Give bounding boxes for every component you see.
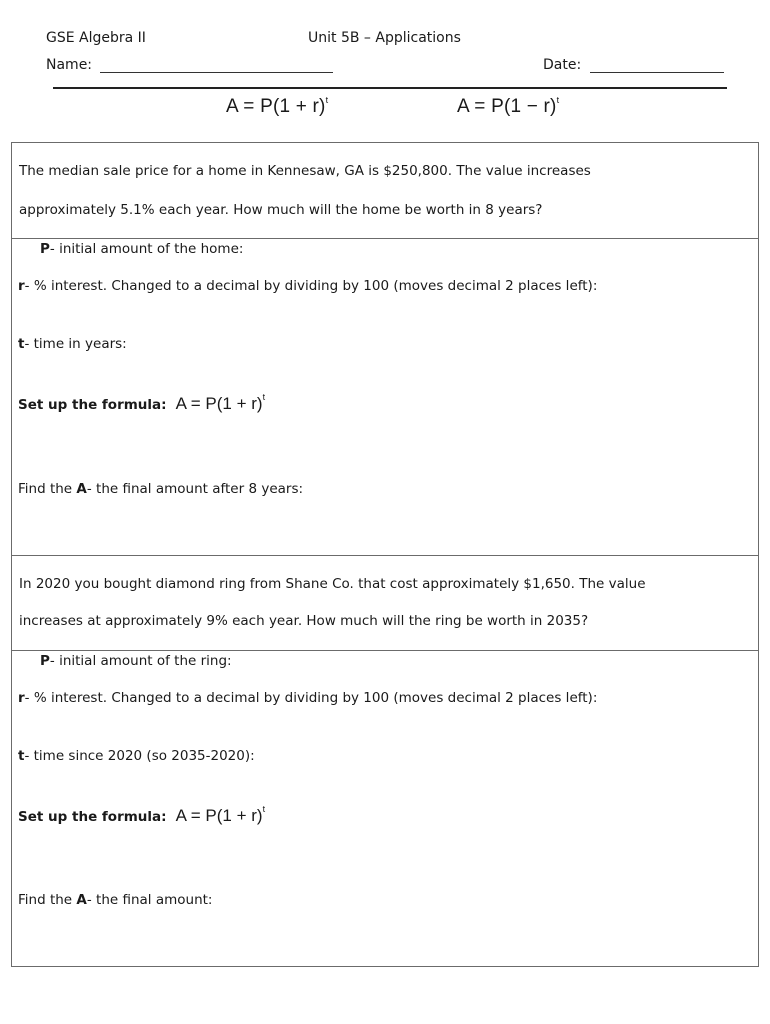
problem1-setup-row (18, 394, 265, 414)
problem1-question-line1: The median sale price for a home in Kennesaw, GA is $250,800. The value increases (19, 163, 591, 179)
problem2-question-line1: In 2020 you bought diamond ring from Shane Co. that cost approximately $1,650. The value (19, 576, 646, 592)
name-blank[interactable] (100, 72, 333, 73)
problem2-t-row: t- time since 2020 (so 2035-2020): (18, 748, 255, 764)
name-label: Name: (46, 57, 93, 73)
decay-formula: $A = P(1 - r)^t$ (457, 94, 560, 117)
problem1-p-row: P- initial amount of the home: (40, 241, 244, 257)
date-label: Date: (543, 57, 582, 73)
problem1-r-row: r- % interest. Changed to a decimal by dividing by 100 (moves decimal 2 places left): (18, 278, 598, 294)
problem2-setup-row (18, 806, 265, 826)
problem1-work-box (11, 238, 759, 556)
problem1-t-row: t- time in years: (18, 336, 127, 352)
problem2-setup-formula: $A = P(1 + r)^t$ (175, 804, 266, 825)
problem1-find-row: Find the A- the final amount after 8 years: (18, 481, 304, 497)
problem2-question-line2: increases at approximately 9% each year. How much will the ring be worth in 2035? (19, 613, 589, 629)
unit-title: Unit 5B – Applications (308, 30, 461, 46)
problem2-r-row: r- % interest. Changed to a decimal by dividing by 100 (moves decimal 2 places left): (18, 690, 598, 706)
problem2-work-box (11, 650, 759, 967)
problem2-setup-label: Set up the formula: (18, 809, 167, 825)
problem2-p-row: P- initial amount of the ring: (40, 653, 232, 669)
course-title: GSE Algebra II (46, 30, 146, 46)
problem2-question-box (11, 555, 759, 651)
problem1-setup-formula: $A = P(1 + r)^t$ (175, 392, 266, 413)
problem1-setup-label: Set up the formula: (18, 397, 167, 413)
problem1-question-line2: approximately 5.1% each year. How much will the home be worth in 8 years? (19, 202, 543, 218)
problem1-question-box (11, 142, 759, 239)
problem2-find-row: Find the A- the final amount: (18, 892, 213, 908)
header-rule (53, 87, 727, 89)
date-blank[interactable] (590, 72, 724, 73)
growth-formula: $A = P(1 + r)^t$ (226, 94, 329, 117)
